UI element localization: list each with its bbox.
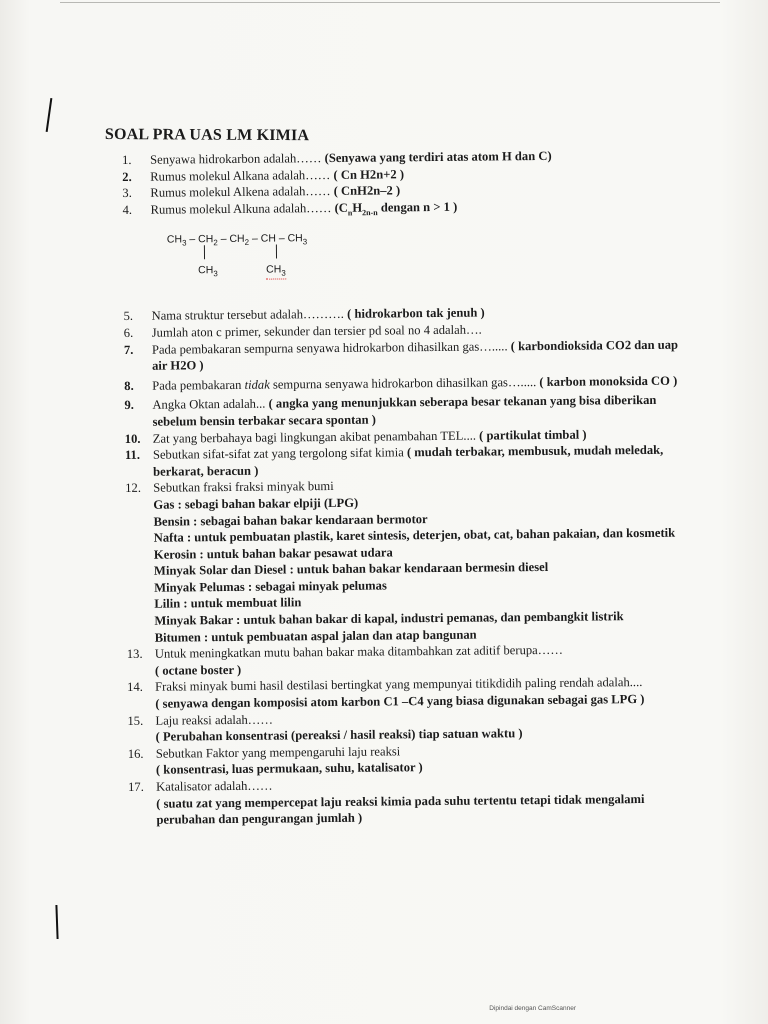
question-7 <box>124 336 684 375</box>
question-text: Zat yang berbahaya bagi lingkungan akibat penambahan TEL.... <box>152 428 480 446</box>
question-number: 9. <box>124 398 134 413</box>
question-8 <box>124 372 684 394</box>
question-answer: ( mudah terbakar, membusuk, mudah meledak, berkarat, beracun ) <box>153 442 664 479</box>
question-number: 3. <box>122 186 132 201</box>
chain-subscript: 3 <box>182 238 187 248</box>
branch-part: CH <box>266 263 282 276</box>
fraction-item: Lilin : untuk membuat lilin <box>154 595 302 612</box>
question-answer: ( karbondioksida CO2 dan uap air H2O ) <box>151 337 679 373</box>
question-number: 7. <box>123 342 134 357</box>
question-answer: ( hidrokarbon tak jenuh ) <box>347 305 485 322</box>
question-answer: ( Perubahan konsentrasi (pereaksi / hasil reaksi) tiap satuan waktu ) <box>155 726 523 744</box>
chain-part: – CH <box>186 233 214 246</box>
formula-subscript: 2n-n <box>362 207 378 217</box>
question-answer: ( angka yang menunjukkan seberapa besar tekanan yang bisa diberikan sebelum bensin terbakar secara spontan ) <box>152 393 657 429</box>
question-text: Pada pembakaran sempurna senyawa hidrokarbon dihasilkan gas…..... <box>151 338 511 357</box>
page-edge-line <box>60 2 720 3</box>
branch-subscript: 3 <box>281 268 286 278</box>
question-text: Fraksi minyak bumi hasil destilasi bertingkat yang mempunyai titikdidih paling rendah adalah.... <box>155 675 643 695</box>
question-number: 14. <box>127 680 143 695</box>
question-11 <box>125 442 685 481</box>
fraction-item: Minyak Bakar : untuk bahan bakar di kapal, industri pemanas, dan pembangkit listrik <box>154 609 624 628</box>
question-9 <box>124 392 684 431</box>
question-answer: ( octane boster ) <box>154 662 242 678</box>
question-answer: ( senyawa dengan komposisi atom karbon C1 –C4 yang biasa digunakan sebagai gas LPG ) <box>155 692 645 711</box>
bond-line <box>276 245 278 259</box>
formula-part: dengan n > 1 ) <box>377 199 458 215</box>
question-number: 1. <box>122 152 132 167</box>
question-number: 16. <box>127 746 144 761</box>
question-answer: ( Cn H2n+2 ) <box>333 166 405 182</box>
question-text: Sebutkan Faktor yang mempengaruhi laju reaksi <box>155 744 401 761</box>
main-chain <box>167 231 308 249</box>
question-number: 6. <box>123 325 134 340</box>
question-number: 2. <box>122 169 132 184</box>
fraction-item: Kerosin : untuk bahan bakar pesawat udara <box>153 545 393 562</box>
question-list <box>122 147 688 829</box>
question-answer: ( suatu zat yang mempercepat laju reaksi kimia pada suhu tertentu tetapi tidak mengalami perubahan dan pengurangan jumlah ) <box>156 791 645 827</box>
chain-subscript: 2 <box>213 238 218 248</box>
formula-subscript: n <box>347 208 353 218</box>
branch-subscript: 3 <box>213 269 218 279</box>
question-answer: ( karbon monoksida CO ) <box>539 373 678 389</box>
page-title: SOAL PRA UAS LM KIMIA <box>104 126 310 145</box>
margin-mark-top <box>46 98 53 132</box>
question-text: Rumus molekul Alkana adalah…… <box>150 167 334 184</box>
question-text: Untuk meningkatkan mutu bahan bakar maka ditambahkan zat aditif berupa…… <box>154 643 563 661</box>
chain-subscript: 2 <box>244 238 250 248</box>
chain-subscript: 3 <box>302 237 308 247</box>
question-text: Sebutkan fraksi fraksi minyak bumi <box>153 479 334 496</box>
question-number: 8. <box>124 378 134 393</box>
question-text: Angka Oktan adalah... <box>152 396 269 413</box>
question-text: sempurna senyawa hidrokarbon dihasilkan gas…..... <box>269 374 540 392</box>
methyl-branch <box>198 262 218 279</box>
question-text: Jumlah aton c primer, sekunder dan tersier pd soal no 4 adalah…. <box>151 322 482 340</box>
question-answer <box>334 199 458 218</box>
chain-part: CH <box>166 233 183 246</box>
fraction-item: Bitumen : untuk pembuatan aspal jalan dan atap bangunan <box>154 627 477 645</box>
margin-mark-bottom <box>55 905 58 939</box>
fraction-item: Minyak Pelumas : sebagai minyak pelumas <box>154 578 387 595</box>
question-answer: ( CnH2n–2 ) <box>333 183 401 199</box>
methyl-branch <box>266 262 286 280</box>
fraction-item: Nafta : untuk pembuatan plastik, karet sintesis, deterjen, obat, cat, bahan pakaian, dan kosmetik <box>153 525 676 545</box>
question-text: Sebutkan sifat-sifat zat yang tergolong sifat kimia <box>152 445 407 462</box>
chain-part: – CH <box>217 233 245 246</box>
question-text: Senyawa hidrokarbon adalah…… <box>150 151 325 167</box>
question-answer: ( partikulat timbal ) <box>479 427 587 443</box>
question-text: Rumus molekul Alkena adalah…… <box>150 184 334 200</box>
question-answer: (Senyawa yang terdiri atas atom H dan C) <box>324 148 552 166</box>
question-text: Katalisator adalah…… <box>156 778 273 794</box>
scanner-watermark: Dipindai dengan CamScanner <box>489 1005 576 1012</box>
fraction-item: Minyak Solar dan Diesel : untuk bahan bakar kendaraan bermesin diesel <box>153 560 549 578</box>
question-number: 13. <box>126 647 143 662</box>
question-number: 5. <box>123 309 134 324</box>
question-number: 12. <box>125 481 142 496</box>
question-number: 4. <box>122 202 133 217</box>
fraction-item: Bensin : sebagai bahan bakar kendaraan bermotor <box>153 511 428 529</box>
structural-formula <box>141 227 684 296</box>
question-text: Pada pembakaran <box>152 377 245 393</box>
question-number: 10. <box>124 431 141 446</box>
question-number: 15. <box>127 713 144 728</box>
question-answer: ( konsentrasi, luas permukaan, suhu, katalisator ) <box>155 760 423 778</box>
question-emphasis: tidak <box>244 377 270 392</box>
branch-part: CH <box>198 264 214 277</box>
formula-part: H <box>352 200 363 215</box>
question-text: Laju reaksi adalah…… <box>155 712 274 728</box>
question-text: Nama struktur tersebut adalah………. <box>151 307 348 324</box>
chain-part: – CH – CH <box>249 232 303 246</box>
formula-part: (C <box>334 200 348 215</box>
question-number: 17. <box>128 779 144 794</box>
question-text: Rumus molekul Alkuna adalah…… <box>150 200 335 217</box>
question-number: 11. <box>124 447 141 463</box>
fraction-item: Gas : sebagi bahan bakar elpiji (LPG) <box>153 495 359 512</box>
bond-line <box>204 246 206 260</box>
